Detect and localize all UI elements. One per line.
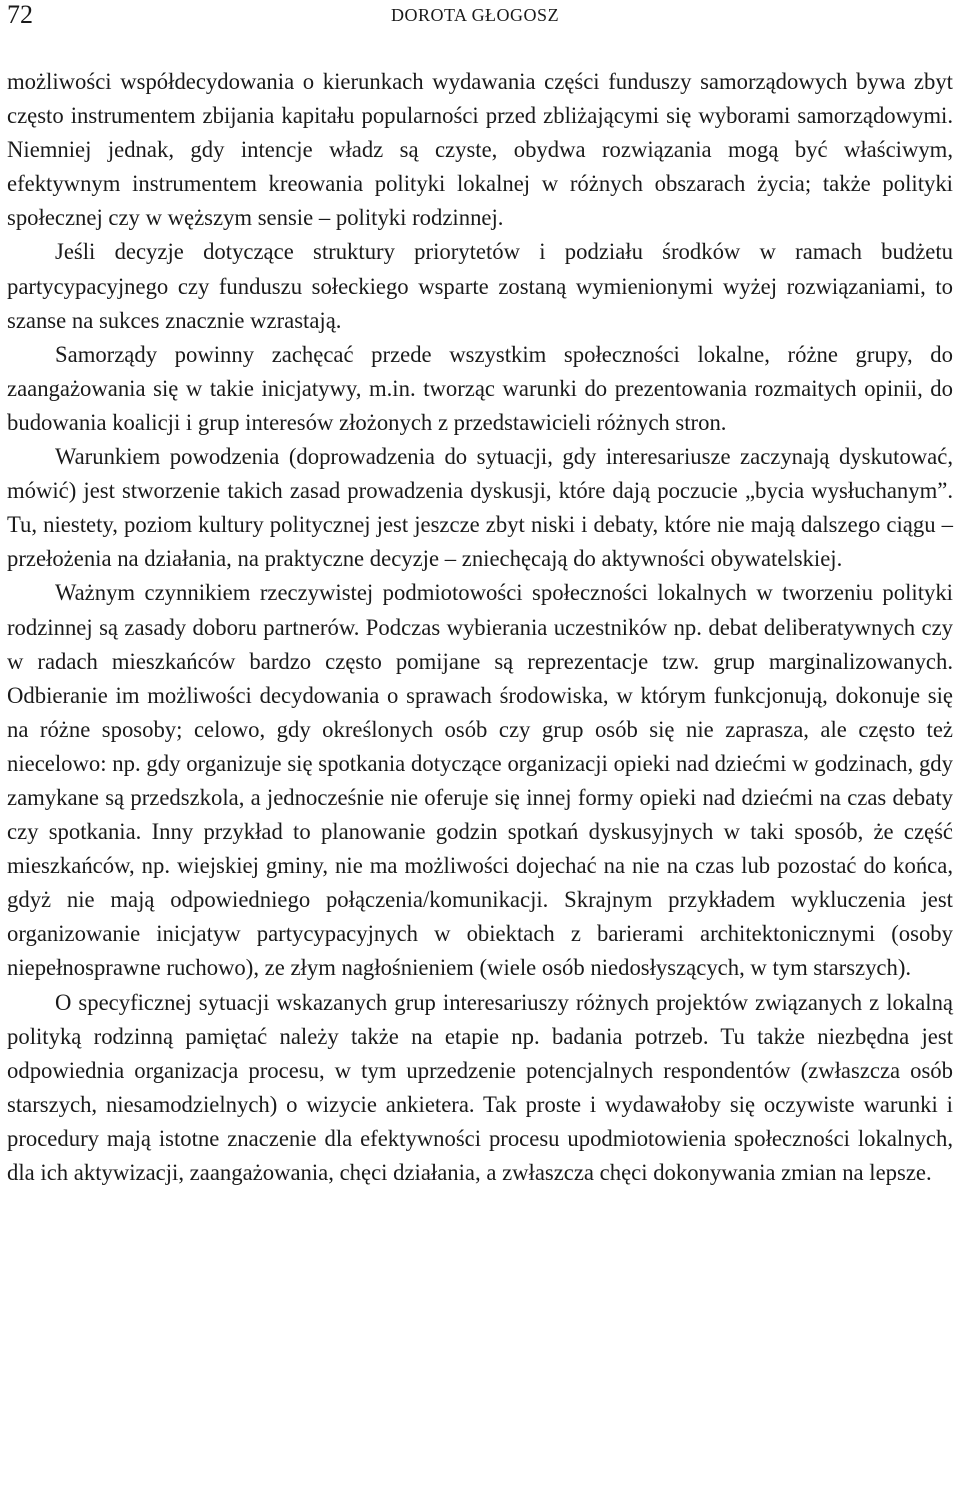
paragraph: Samorządy powinny zachęcać przede wszystkim społeczności lokalne, różne grupy, do zaangażowania się w takie inicjatywy, m.in. tworząc warunki do prezentowania rozmaitych opinii, do budowania koalicji i grup interesów złożonych z przedstawicieli różnych stron. bbox=[7, 341, 953, 435]
paragraph: Ważnym czynnikiem rzeczywistej podmiotowości społeczności lokalnych w tworzeniu polityki rodzinnej są zasady doboru partnerów. Podczas wybierania uczestników np. debat deliberatywnych czy w radach mieszkańców bardzo często pomijane są reprezentacje tzw. grup marginalizowanych. Odbieranie im możliwości decydowania o sprawach środowiska, w którym funkcjonują, dokonuje się na różne sposoby; celowo, gdy określonych osób czy grup osób się nie zaprasza, ale często też niecelowo: np. gdy organizuje się spotkania dotyczące organizacji opieki nad dziećmi w godzinach, gdy zamykane są przedszkola, a jednocześnie nie oferuje się innej formy opieki nad dziećmi na czas debaty czy spotkania. Inny przykład to planowanie godzin spotkań dyskusyjnych w taki sposób, że część mieszkańców, np. wiejskiej gminy, nie ma możliwości dojechać na nie na czas lub pozostać do końca, gdyż nie mają odpowiedniego połączenia/komunikacji. Skrajnym przykładem wykluczenia jest organizowanie inicjatyw partycypacyjnych w obiektach z barierami architektonicznymi (osoby niepełnosprawne ruchowo), ze złym nagłośnieniem (wiele osób niedosłyszących, w tym starszych). bbox=[7, 580, 953, 981]
running-header bbox=[7, 0, 953, 32]
paragraph: O specyficznej sytuacji wskazanych grup interesariuszy różnych projektów związanych z lokalną polityką rodzinną pamiętać należy także na etapie np. badania potrzeb. Tu także niezbędna jest odpowiednia organizacja procesu, w tym uprzedzenie potencjalnych respondentów (zwłaszcza osób starszych, niesamodzielnych) o wizycie ankietera. Tak proste i wydawałoby się oczywiste warunki i procedury mają istotne znaczenie dla efektywności procesu upodmiotowienia społeczności lokalnych, dla ich aktywizacji, zaangażowania, chęci działania, a zwłaszcza chęci dokonywania zmian na lepsze. bbox=[7, 989, 953, 1185]
body-text bbox=[7, 65, 953, 1190]
page-number: 72 bbox=[7, 0, 33, 29]
paragraph: Warunkiem powodzenia (doprowadzenia do sytuacji, gdy interesariusze zaczynają dyskutować, mówić) jest stworzenie takich zasad prowadzenia dyskusji, które dają poczucie „bycia wysłuchanym”. Tu, niestety, poziom kultury politycznej jest jeszcze zbyt niski i debaty, które nie mają dalszego ciągu – przełożenia na działania, na praktyczne decyzje – zniechęcają do aktywności obywatelskiej. bbox=[7, 444, 953, 572]
author-running-head: DOROTA GŁOGOSZ bbox=[391, 5, 560, 25]
paragraph: Jeśli decyzje dotyczące struktury priorytetów i podziału środków w ramach budżetu partycypacyjnego czy funduszu sołeckiego wsparte zostaną wymienionymi wyżej rozwiązaniami, to szanse na sukces znacznie wzrastają. bbox=[7, 239, 953, 333]
paragraph-continuation: możliwości współdecydowania o kierunkach wydawania części funduszy samorządowych bywa zbyt często instrumentem zbijania kapitału popularności przed zbliżającymi się wyborami samorządowymi. Niemniej jednak, gdy intencje władz są czyste, obydwa rozwiązania mogą być właściwym, efektywnym instrumentem kreowania polityki lokalnej w różnych obszarach życia; także polityki społecznej czy w węższym sensie – polityki rodzinnej. bbox=[7, 69, 953, 231]
